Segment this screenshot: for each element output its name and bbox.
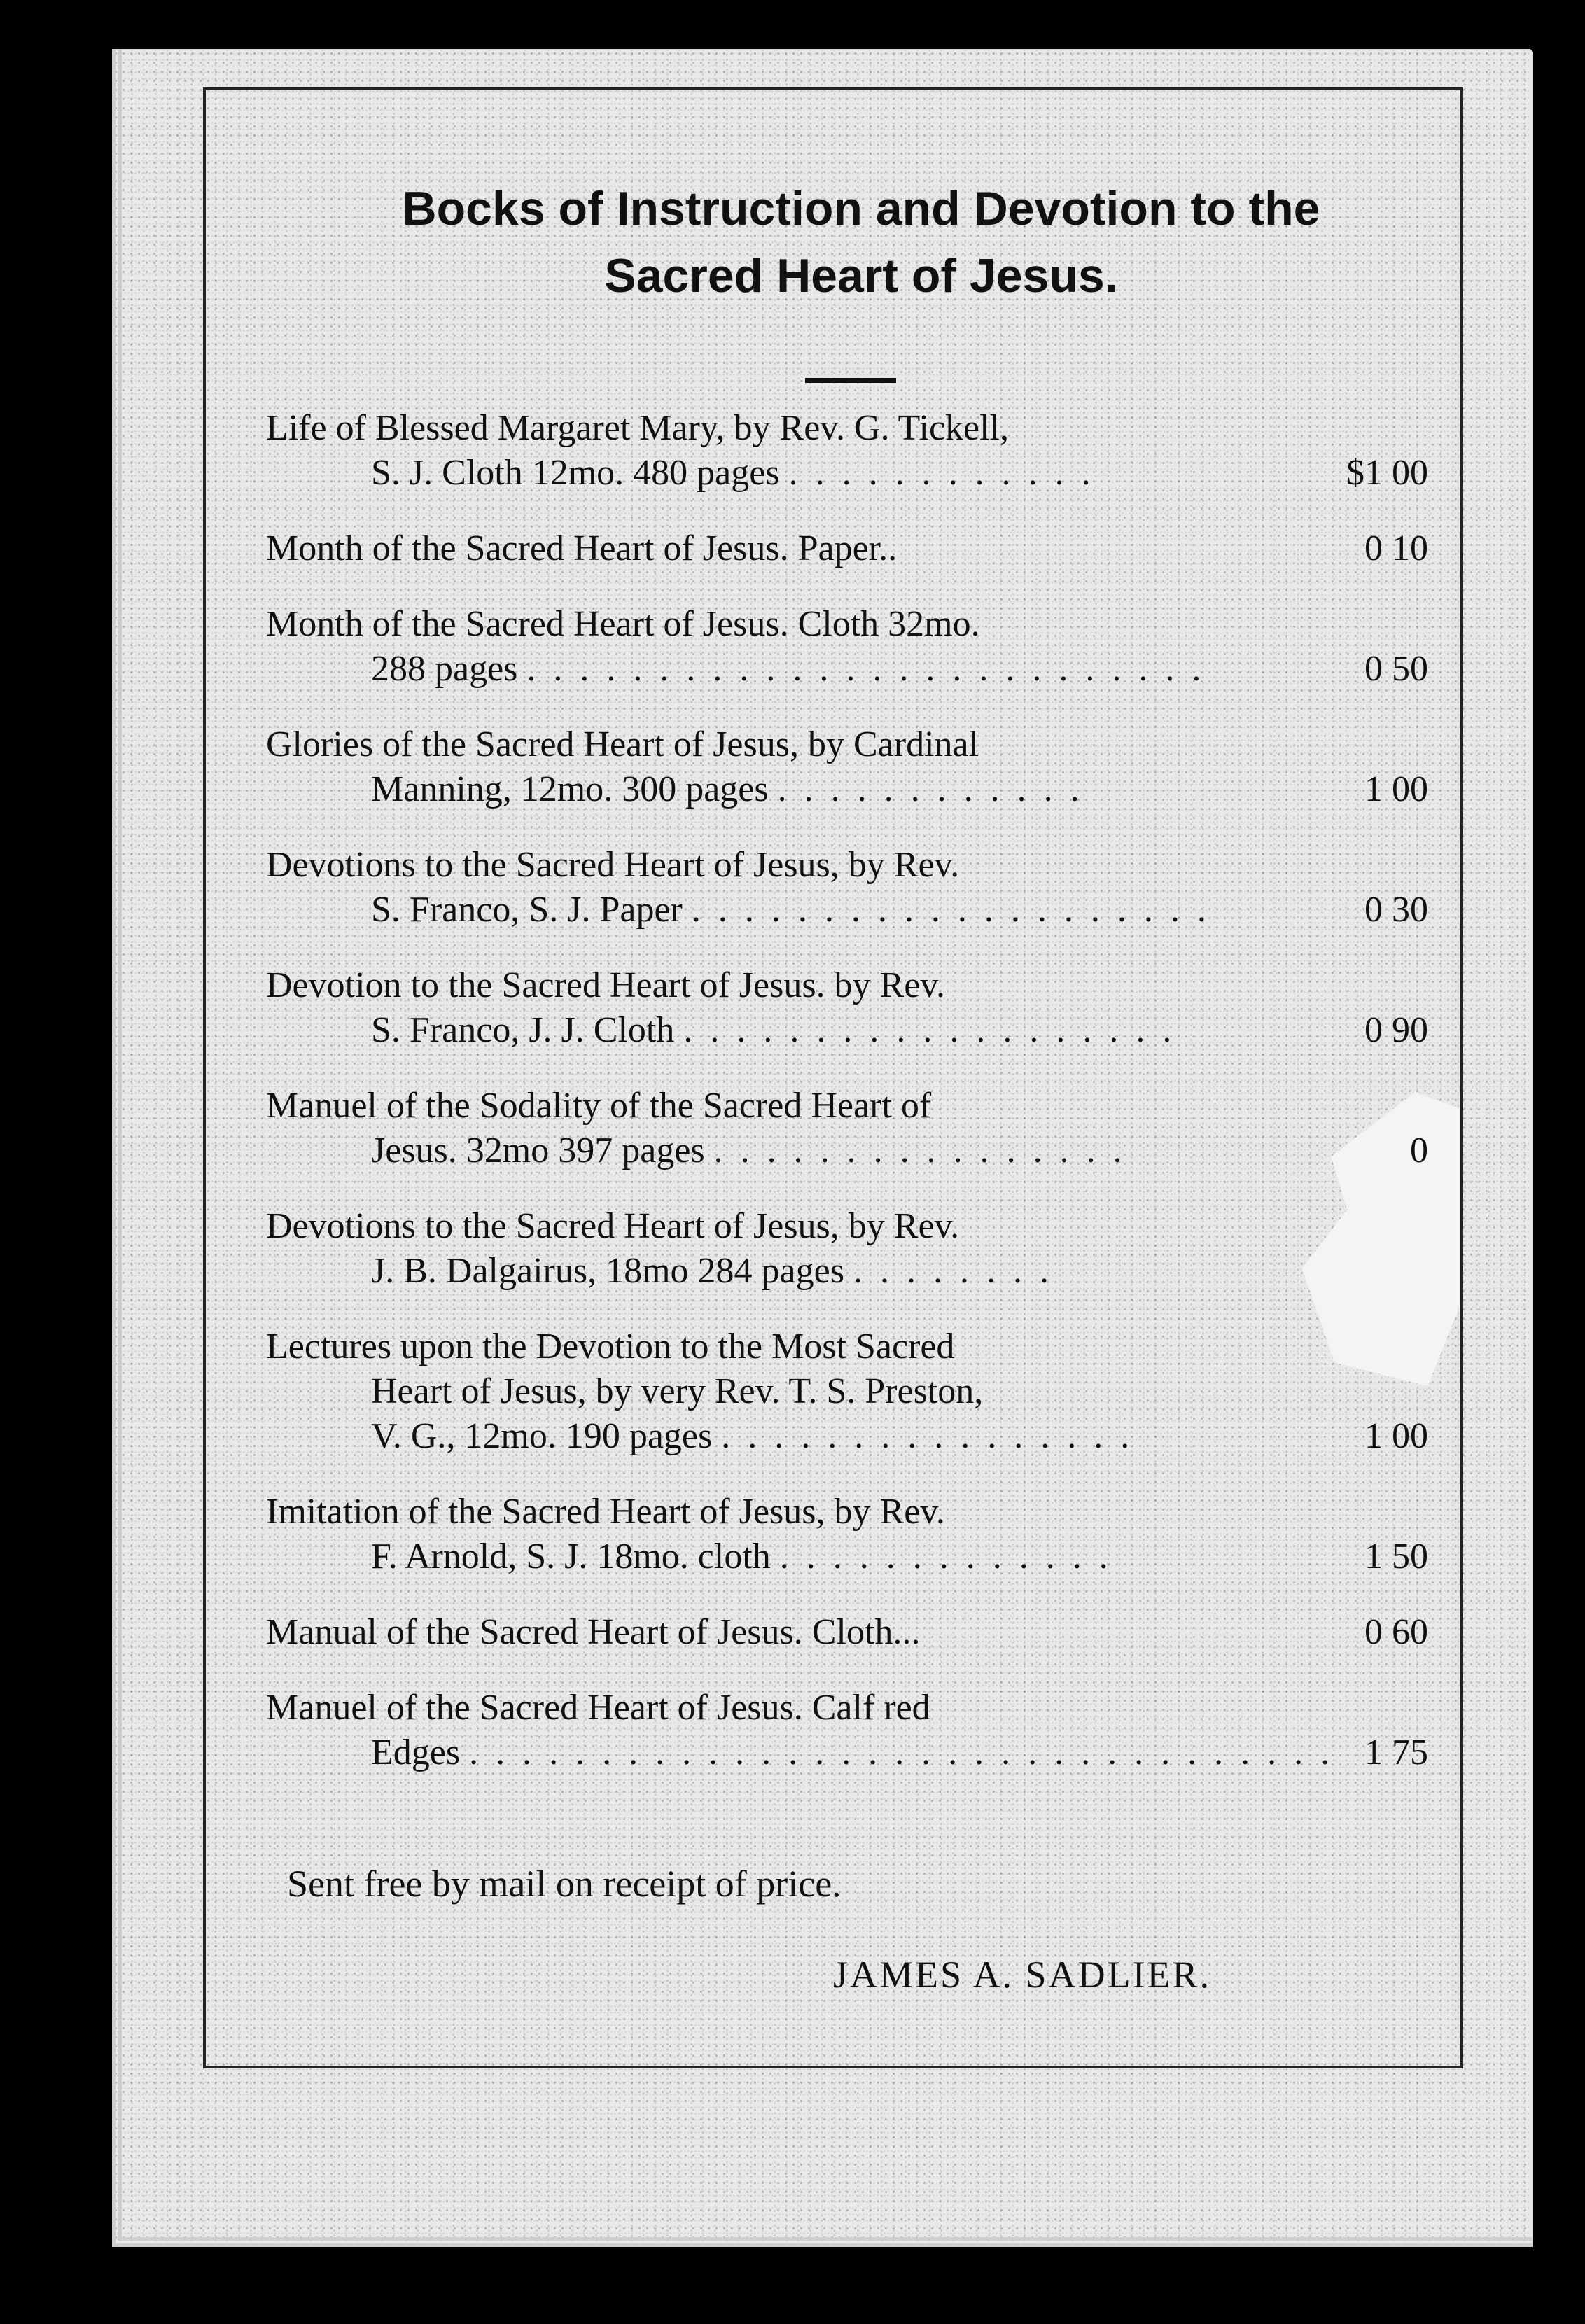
book-entry-line-2 <box>266 1128 1428 1173</box>
book-entry <box>266 1610 1428 1655</box>
book-entry-line-1: Devotions to the Sacred Heart of Jesus, by Rev. <box>266 1206 960 1246</box>
book-entry-line-2 <box>266 1730 1428 1775</box>
book-price: $1 00 <box>1346 453 1428 493</box>
dot-leaders: . . . . . . . . . . . . . . . . <box>721 1416 1134 1456</box>
book-price: 0 <box>1410 1130 1428 1170</box>
book-entry-line-2 <box>266 451 1428 496</box>
book-entry <box>266 1686 1428 1775</box>
book-entry <box>266 602 1428 692</box>
dot-leaders: . . . . . . . . . . . . . . . . . . . . . . . . . . . . . . . . . <box>469 1732 1334 1772</box>
book-entry-line-2 <box>266 888 1428 932</box>
book-entry-line-2 <box>266 767 1428 812</box>
book-entry <box>266 406 1428 496</box>
book-entry-line-2 <box>266 1008 1428 1053</box>
book-entry-detail: Manning, 12mo. 300 pages <box>371 769 769 809</box>
book-entry-line-1: Lectures upon the Devotion to the Most Sacred <box>266 1326 955 1366</box>
book-entry-line-1: Month of the Sacred Heart of Jesus. Cloth 32mo. <box>266 604 980 644</box>
book-entry-line-2 <box>266 647 1428 692</box>
book-price: 1 00 <box>1364 1416 1428 1456</box>
book-price: 0 30 <box>1364 890 1428 930</box>
dot-leaders: . . . . . . . . . . . . <box>788 453 1095 493</box>
book-entry-line-1: Life of Blessed Margaret Mary, by Rev. G. Tickell, <box>266 408 1009 448</box>
book-entry-detail: S. Franco, S. J. Paper <box>371 890 683 930</box>
book-entry-line-2: Heart of Jesus, by very Rev. T. S. Preston, <box>371 1371 984 1411</box>
book-entry <box>266 722 1428 812</box>
book-price: 1 50 <box>1364 1536 1428 1576</box>
book-list <box>266 406 1428 1806</box>
dot-leaders: . . . . . . . . <box>853 1251 1053 1291</box>
book-entry-line-1: Manuel of the Sacred Heart of Jesus. Calf red <box>266 1688 930 1728</box>
book-entry <box>266 1084 1428 1173</box>
ad-title-line-2: Sacred Heart of Jesus. <box>604 249 1118 302</box>
title-divider <box>805 378 896 383</box>
book-price: 0 90 <box>1364 1010 1428 1050</box>
book-entry-line-3 <box>266 1414 1428 1459</box>
book-entry-line-1: Imitation of the Sacred Heart of Jesus, by Rev. <box>266 1492 945 1532</box>
dot-leaders: . . . . . . . . . . . . . <box>779 1536 1112 1576</box>
book-entry <box>266 963 1428 1053</box>
book-entry-line-1: Glories of the Sacred Heart of Jesus, by Cardinal <box>266 724 979 764</box>
mail-order-note: Sent free by mail on receipt of price. <box>287 1863 842 1905</box>
dot-leaders: . . . . . . . . . . . . . . . . <box>713 1130 1126 1170</box>
book-entry-detail: F. Arnold, S. J. 18mo. cloth <box>371 1536 771 1576</box>
book-entry-detail: S. J. Cloth 12mo. 480 pages <box>371 453 780 493</box>
book-entry-line-1: Manuel of the Sodality of the Sacred Heart of <box>266 1086 932 1126</box>
book-entry-detail: Jesus. 32mo 397 pages <box>371 1130 705 1170</box>
dot-leaders: . . . . . . . . . . . . . . . . . . . . <box>691 890 1210 930</box>
book-entry <box>266 843 1428 932</box>
dot-leaders: . . . . . . . . . . . . . . . . . . . <box>683 1010 1176 1050</box>
book-price: 1 75 <box>1364 1732 1428 1772</box>
book-entry-line-1: Devotions to the Sacred Heart of Jesus, by Rev. <box>266 845 960 885</box>
book-entry-detail: S. Franco, J. J. Cloth <box>371 1010 675 1050</box>
book-entry <box>266 1490 1428 1579</box>
book-price: 1 00 <box>1364 769 1428 809</box>
book-entry-line-2 <box>266 1249 1428 1294</box>
book-price: 0 50 <box>1364 649 1428 689</box>
book-entry <box>266 526 1428 571</box>
book-entry-line-1: Month of the Sacred Heart of Jesus. Paper.. <box>266 528 898 568</box>
ad-title <box>266 175 1456 309</box>
publisher-name: JAMES A. SADLIER. <box>833 1954 1212 1996</box>
book-entry-line-2 <box>266 1534 1428 1579</box>
book-entry-detail: 288 pages <box>371 649 518 689</box>
ad-title-line-1: Bocks of Instruction and Devotion to the <box>402 182 1320 235</box>
dot-leaders: . . . . . . . . . . . . <box>777 769 1084 809</box>
book-entry-line-1: Devotion to the Sacred Heart of Jesus. by Rev. <box>266 965 945 1005</box>
book-entry-detail: V. G., 12mo. 190 pages <box>371 1416 713 1456</box>
book-entry-detail: Edges <box>371 1732 461 1772</box>
book-entry <box>266 1204 1428 1294</box>
dot-leaders: . . . . . . . . . . . . . . . . . . . . . . . . . . <box>526 649 1206 689</box>
book-entry-detail: J. B. Dalgairus, 18mo 284 pages <box>371 1251 844 1291</box>
book-entry-line-1: Manual of the Sacred Heart of Jesus. Cloth... <box>266 1612 921 1652</box>
book-entry <box>266 1324 1428 1459</box>
book-price: 0 60 <box>1364 1612 1428 1652</box>
book-price: 0 10 <box>1364 528 1428 568</box>
